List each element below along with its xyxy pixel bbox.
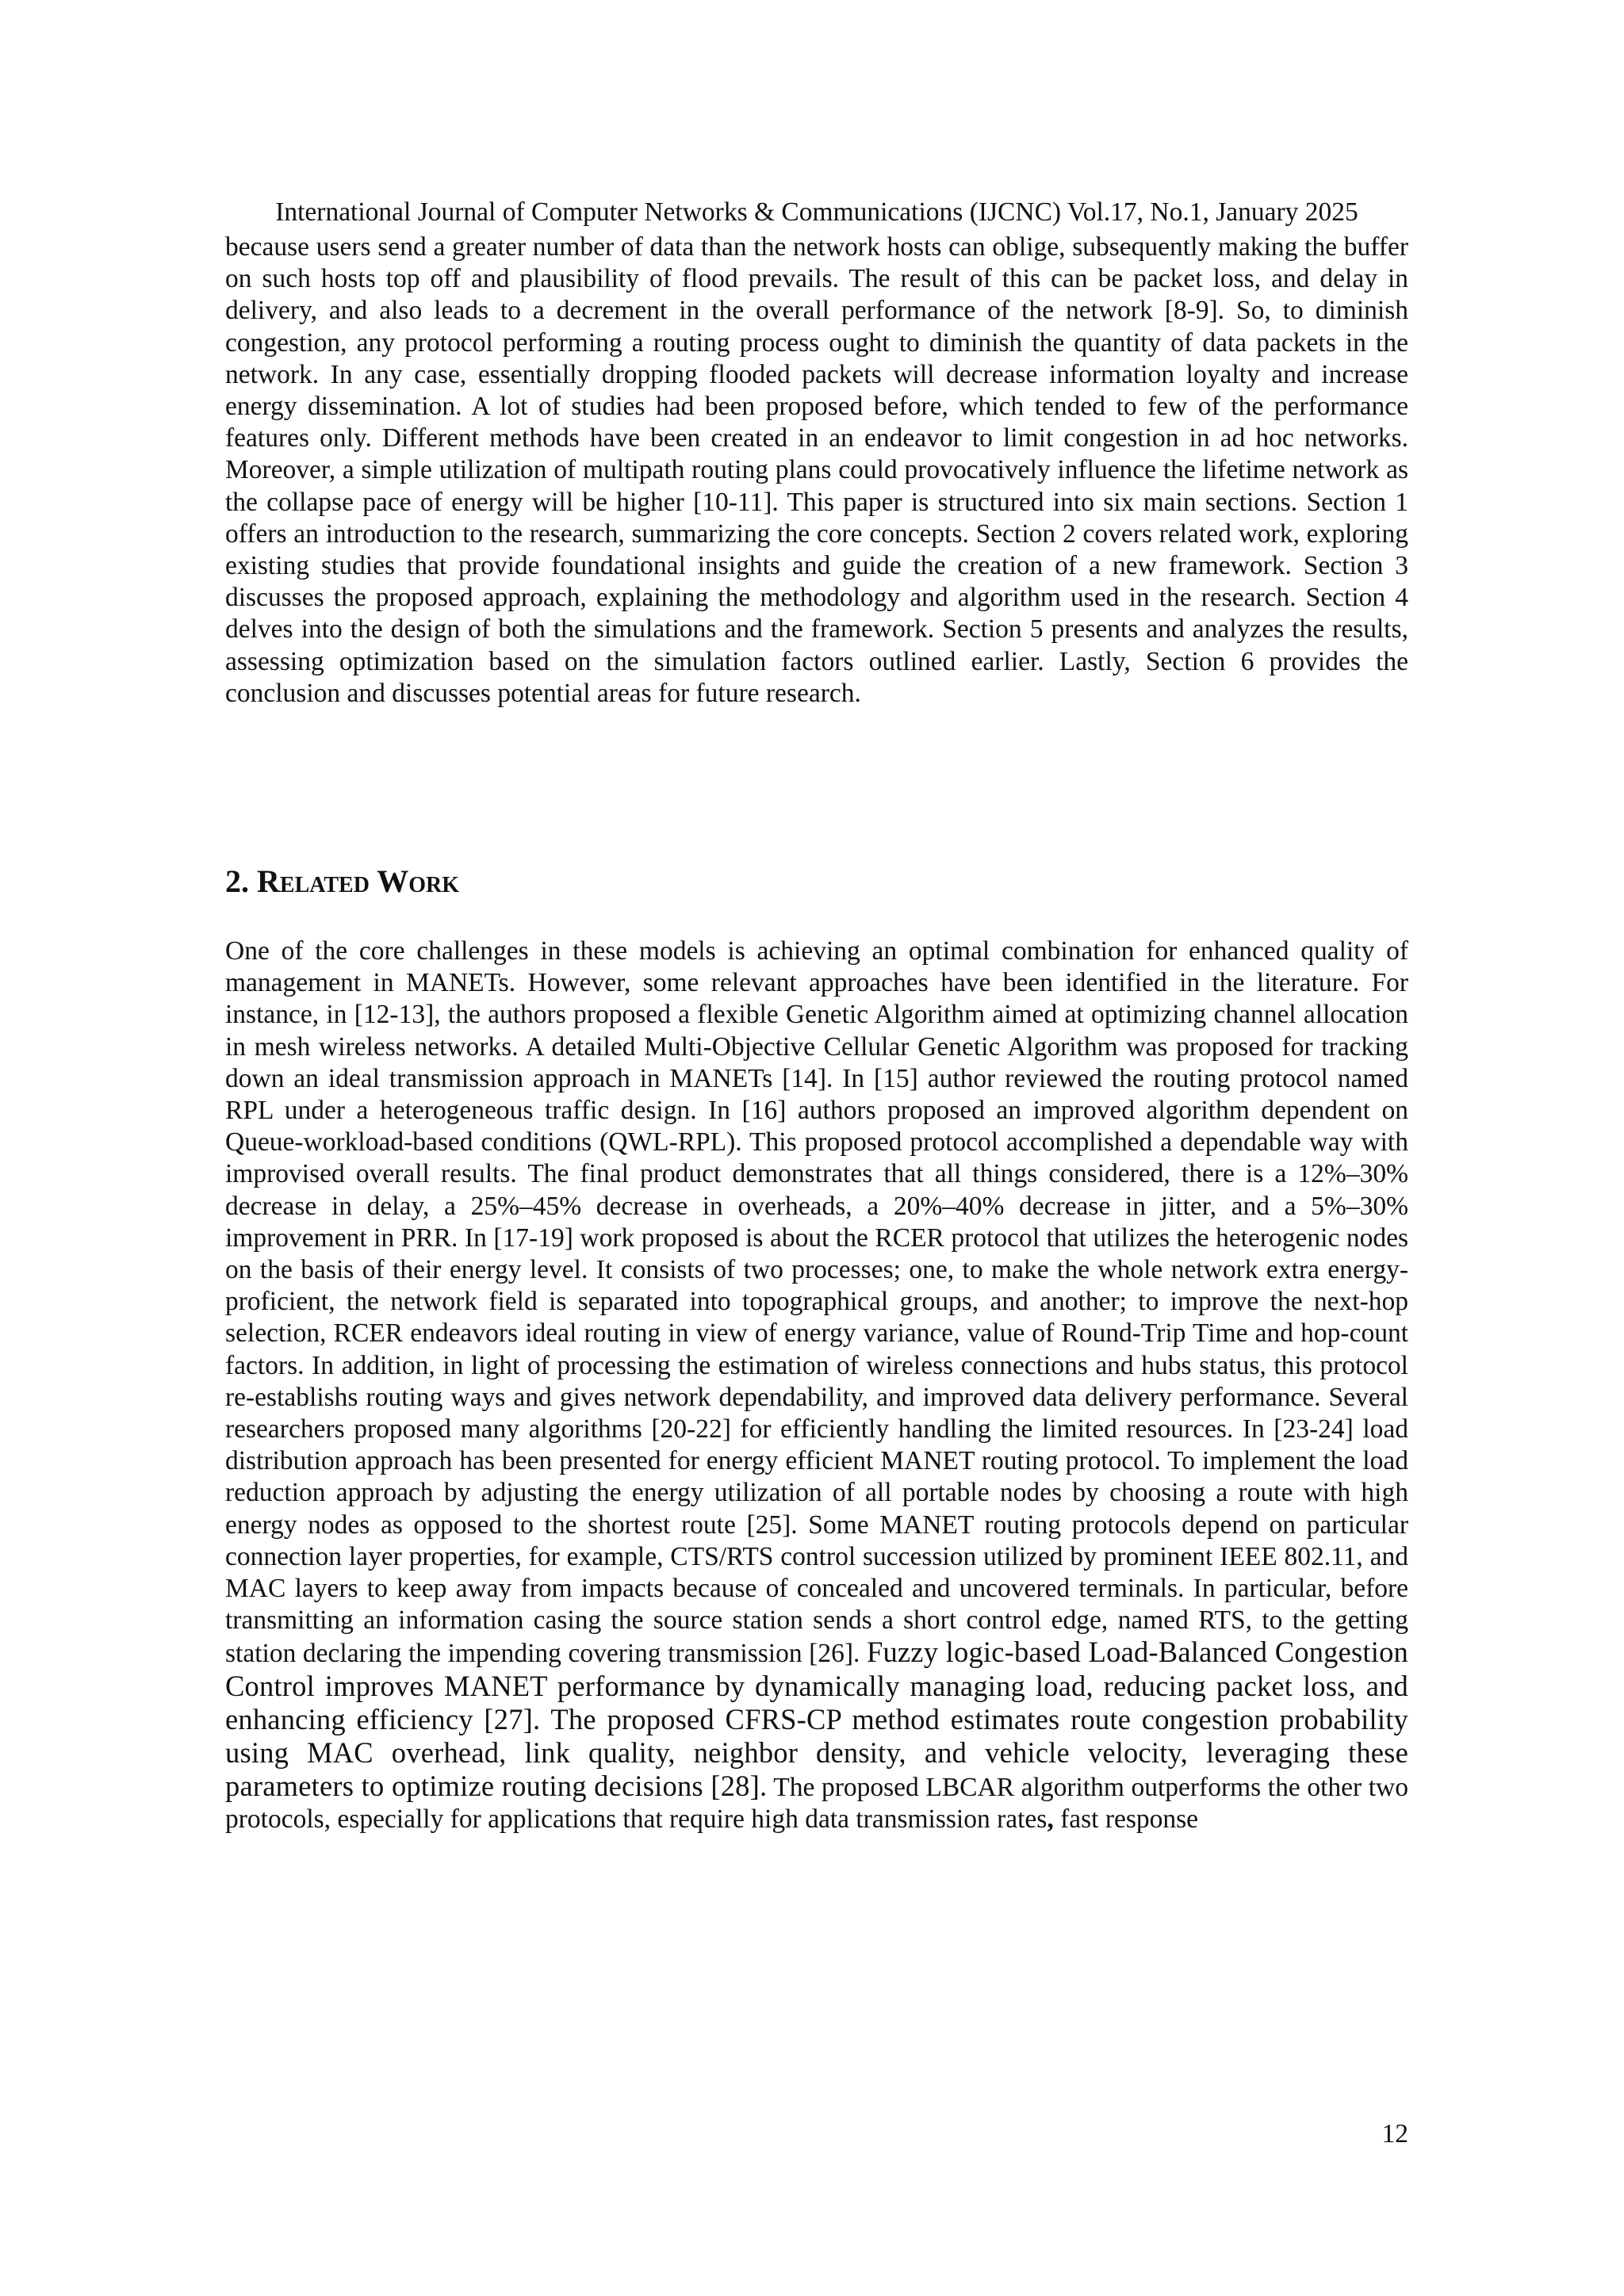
related-work-paragraph <box>225 936 1408 1836</box>
section-heading-related-work: 2. Related Work <box>225 863 460 899</box>
page-number: 12 <box>1381 2119 1408 2149</box>
journal-header: International Journal of Computer Networks & Communications (IJCNC) Vol.17, No.1, January 2025 <box>275 197 1358 227</box>
intro-paragraph: because users send a greater number of data than the network hosts can oblige, subsequently making the buffer on such hosts top off and plausibility of flood prevails. The result of this can be packet loss, and delay in delivery, and also leads to a decrement in the overall performance of the network [8-9]. So, to diminish congestion, any protocol performing a routing process ought to diminish the quantity of data packets in the network. In any case, essentially dropping flooded packets will decrease information loyalty and increase energy dissemination. A lot of studies had been proposed before, which tended to few of the performance features only. Different methods have been created in an endeavor to limit congestion in ad hoc networks. Moreover, a simple utilization of multipath routing plans could provocatively influence the lifetime network as the collapse pace of energy will be higher [10-11]. This paper is structured into six main sections. Section 1 offers an introduction to the research, summarizing the core concepts. Section 2 covers related work, exploring existing studies that provide foundational insights and guide the creation of a new framework. Section 3 discusses the proposed approach, explaining the methodology and algorithm used in the research. Section 4 delves into the design of both the simulations and the framework. Section 5 presents and analyzes the results, assessing optimization based on the simulation factors outlined earlier. Lastly, Section 6 provides the conclusion and discusses potential areas for future research. <box>225 232 1408 708</box>
related-work-text-part5: fast response <box>1060 1804 1199 1835</box>
related-work-text-part3: The proposed LBCAR algorithm outperforms the other two protocols, especially for applications that require high data transmission rates <box>225 1773 1408 1835</box>
related-work-text-part2: Fuzzy logic-based Load-Balanced Congestion Control improves MANET performance by dynamically managing load, reducing packet loss, and enhancing efficiency [27]. The proposed CFRS-CP method estimates route congestion probability using MAC overhead, link quality, neighbor density, and vehicle velocity, leveraging these parameters to optimize routing decisions [28]. <box>225 1636 1408 1803</box>
related-work-text-bold-comma: , <box>1047 1804 1054 1835</box>
related-work-text-part1: One of the core challenges in these models is achieving an optimal combination for enhanced quality of management in MANETs. However, some relevant approaches have been identified in the literature. For instance, in [12-13], the authors proposed a flexible Genetic Algorithm aimed at optimizing channel allocation in mesh wireless networks. A detailed Multi-Objective Cellular Genetic Algorithm was proposed for tracking down an ideal transmission approach in MANETs [14]. In [15] author reviewed the routing protocol named RPL under a heterogeneous traffic design. In [16] authors proposed an improved algorithm dependent on Queue-workload-based conditions (QWL-RPL). This proposed protocol accomplished a dependable way with improvised overall results. The final product demonstrates that all things considered, there is a 12%–30% decrease in delay, a 25%–45% decrease in overheads, a 20%–40% decrease in jitter, and a 5%–30% improvement in PRR. In [17-19] work proposed is about the RCER protocol that utilizes the heterogenic nodes on the basis of their energy level. It consists of two processes; one, to make the whole network extra energy-proficient, the network field is separated into topographical groups, and another; to improve the next-hop selection, RCER endeavors ideal routing in view of energy variance, value of Round-Trip Time and hop-count factors. In addition, in light of processing the estimation of wireless connections and hubs status, this protocol re-establishs routing ways and gives network dependability, and improved data delivery performance. Several researchers proposed many algorithms [20-22] for efficiently handling the limited resources. In [23-24] load distribution approach has been presented for energy efficient MANET routing protocol. To implement the load reduction approach by adjusting the energy utilization of all portable nodes by choosing a route with high energy nodes as opposed to the shortest route [25]. Some MANET routing protocols depend on particular connection layer properties, for example, CTS/RTS control succession utilized by prominent IEEE 802.11, and MAC layers to keep away from impacts because of concealed and uncovered terminals. In particular, before transmitting an information casing the source station sends a short control edge, named RTS, to the getting station declaring the impending covering transmission [26]. <box>225 936 1408 1669</box>
